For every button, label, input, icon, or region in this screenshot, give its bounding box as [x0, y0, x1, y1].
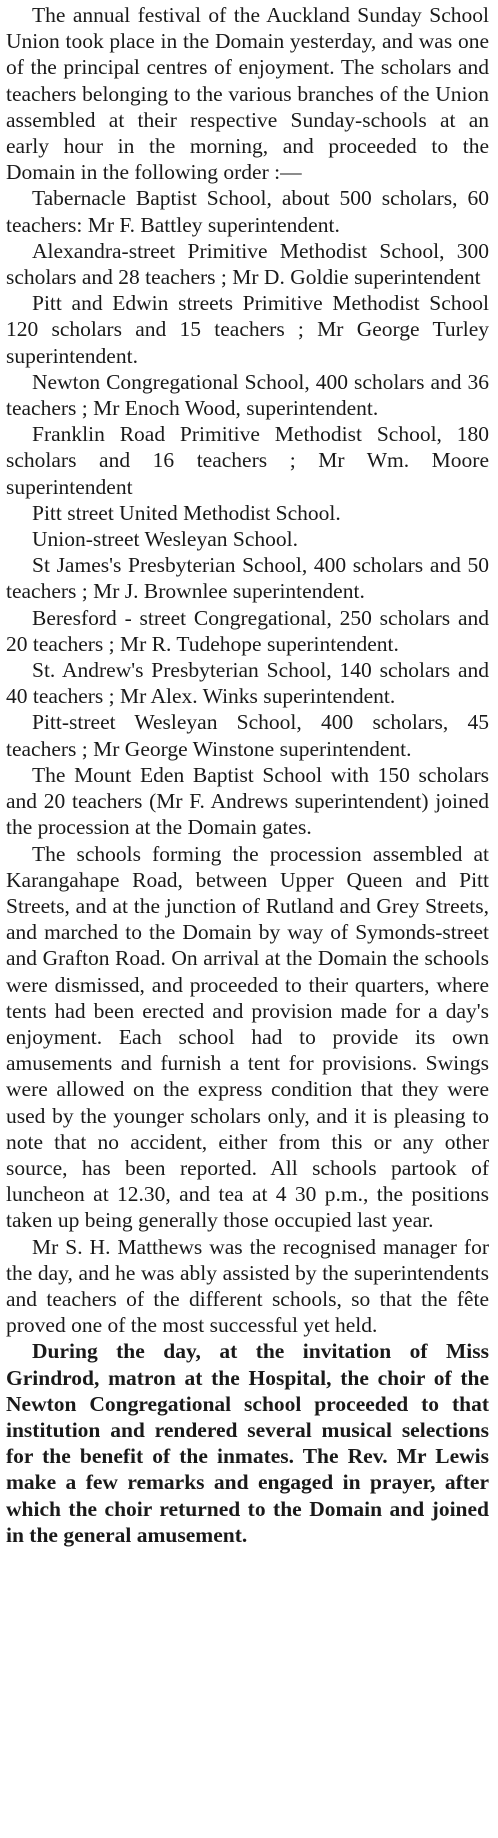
article-paragraph: The schools forming the procession assembled at Karangahape Road, between Upper Queen and Pitt Streets, and at the junction of Rutland and Grey Streets, and marched to the Domain by way of Symonds-street and Grafton Road. On arrival at the Domain the schools were dismissed, and proceeded to their quarters, where tents had been erected and provision made for a day's enjoyment. Each school had to provide its own amusements and furnish a tent for provisions. Swings were allowed on the express condition that they were used by the younger scholars only, and it is pleasing to note that no accident, either from this or any other source, has been reported. All schools partook of luncheon at 12.30, and tea at 4 30 p.m., the positions taken up being generally those occupied last year.	[6, 841, 489, 1233]
article-paragraph: Pitt-street Wesleyan School, 400 scholars, 45 teachers ; Mr George Winstone superintendent.	[6, 710, 489, 761]
article-paragraph: Beresford - street Congregational, 250 scholars and 20 teachers ; Mr R. Tudehope superintendent.	[6, 605, 489, 656]
article-paragraph: Mr S. H. Matthews was the recognised manager for the day, and he was ably assisted by the superintendents and teachers of the different schools, so that the fête proved one of the most successful yet held.	[6, 1234, 489, 1338]
article-paragraph: St. Andrew's Presbyterian School, 140 scholars and 40 teachers ; Mr Alex. Winks superintendent.	[6, 658, 489, 709]
article-paragraph: The annual festival of the Auckland Sunday School Union took place in the Domain yesterday, and was one of the principal centres of enjoyment. The scholars and teachers belonging to the various branches of the Union assembled at their respective Sunday-schools at an early hour in the morning, and proceeded to the Domain in the following order :—	[6, 3, 489, 185]
article-paragraph: Alexandra-street Primitive Methodist School, 300 scholars and 28 teachers ; Mr D. Goldie superintendent	[6, 238, 489, 290]
article-paragraph: Franklin Road Primitive Methodist School, 180 scholars and 16 teachers ; Mr Wm. Moore superintendent	[6, 422, 489, 499]
article-paragraph: During the day, at the invitation of Miss Grindrod, matron at the Hospital, the choir of the Newton Congregational school proceeded to that institution and rendered several musical selections for the benefit of the inmates. The Rev. Mr Lewis make a few remarks and engaged in prayer, after which the choir returned to the Domain and joined in the general amusement.	[6, 1339, 489, 1547]
article-paragraph: Newton Congregational School, 400 scholars and 36 teachers ; Mr Enoch Wood, superintendent.	[6, 369, 489, 421]
article-paragraph: The Mount Eden Baptist School with 150 scholars and 20 teachers (Mr F. Andrews superintendent) joined the procession at the Domain gates.	[6, 762, 489, 840]
article-paragraph: Pitt and Edwin streets Primitive Methodist School 120 scholars and 15 teachers ; Mr George Turley superintendent.	[6, 291, 489, 368]
article-paragraph: Tabernacle Baptist School, about 500 scholars, 60 teachers: Mr F. Battley superintendent.	[6, 186, 489, 237]
article-paragraph: Union-street Wesleyan School.	[32, 527, 298, 552]
article-paragraph: Pitt street United Methodist School.	[32, 500, 341, 525]
article-paragraph: St James's Presbyterian School, 400 scholars and 50 teachers ; Mr J. Brownlee superintendent.	[6, 553, 489, 604]
